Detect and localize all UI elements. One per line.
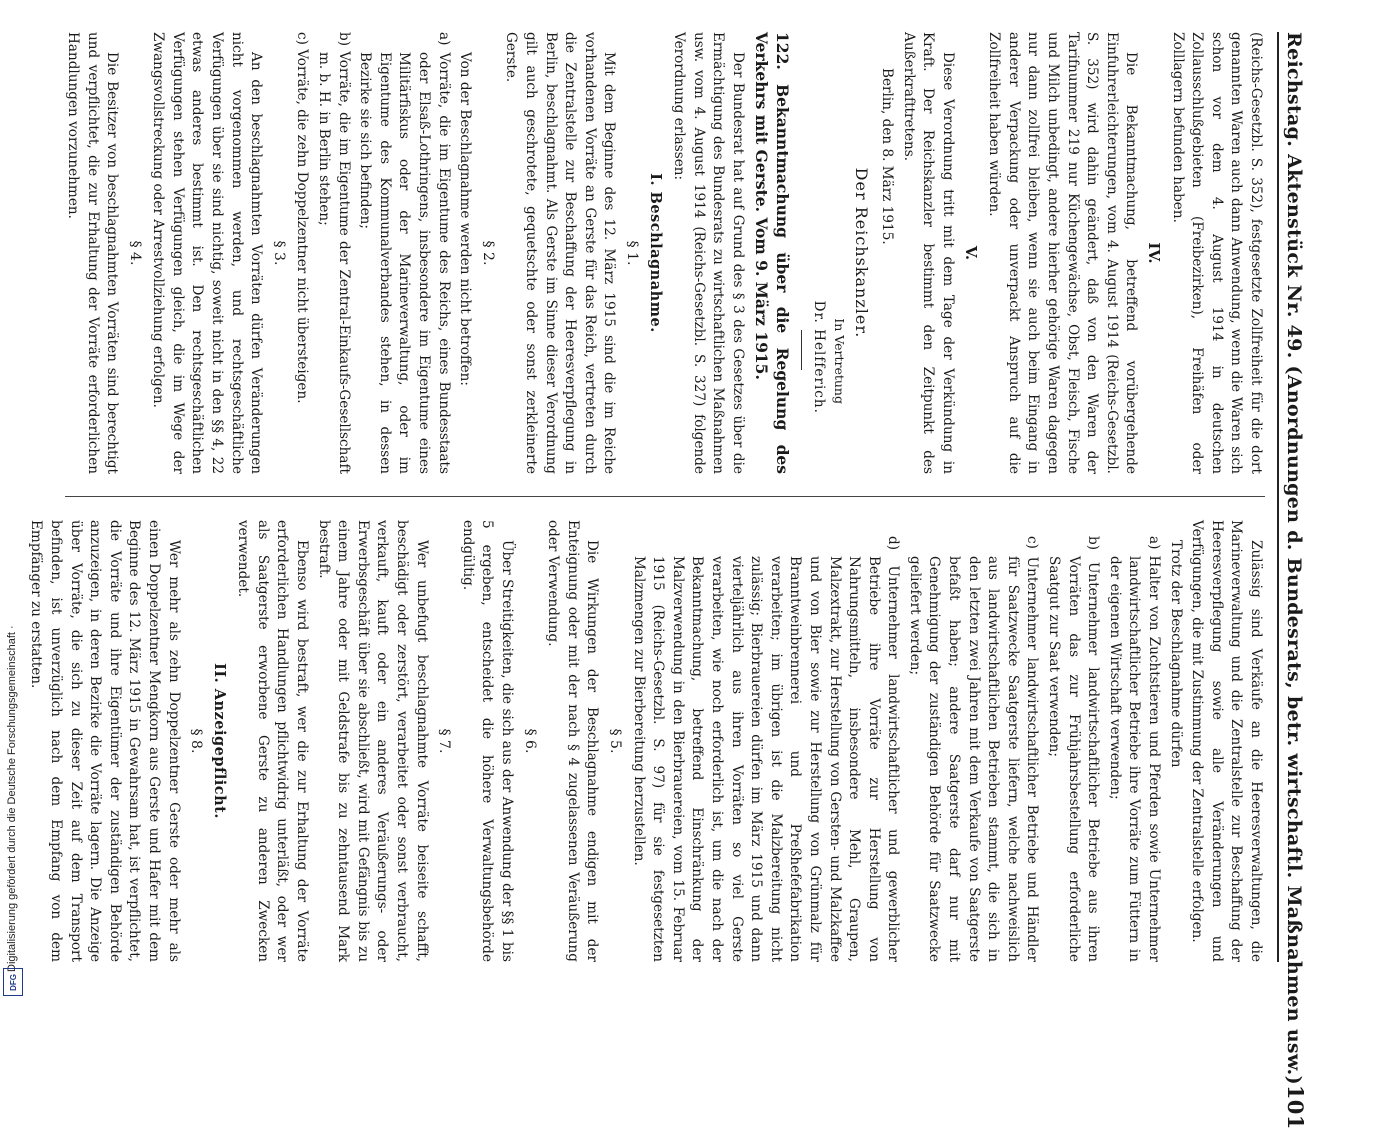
paragraph: Wer unbefugt beschlagnahmte Vorräte beiseite schafft, beschädigt oder zerstört, verarbeitet oder sonst verbraucht, verkauft, kauft oder ein anderes Veräußerungs- oder Erwerbsgeschäft über sie abschließt, wird mit Gefängnis bis zu einem Jahre oder mit Geldstrafe bis zu zehntausend Mark bestraft.	[315, 520, 430, 962]
announcement-title: 122. Bekanntmachung über die Regelung des Verkehrs mit Gerste. Vom 9. März 1915.	[751, 32, 792, 474]
running-title: Reichstag. Aktenstück Nr. 49. (Anordnungen d. Bundesrats, betr. wirtschaftl. Maßnahmen usw.)	[1283, 32, 1305, 1085]
section-heading: I. Beschlagnahme.	[646, 173, 664, 333]
paragraph-number: § 5.	[607, 728, 623, 754]
signature-representation: In Vertretung	[832, 318, 848, 404]
list-item: d) Unternehmer landwirtschaftlicher und gewerblicher Betriebe ihre Vorräte zur Herstellung von Nahrungsmitteln, insbesondere Mehl, Graupen, Malzextrakt, zur Herstellung von Gersten- und Malzkaffee und von Bier sowie zur Herstellung von Grünmalz für Branntweinbrennerei und Preßhefefabrikation verarbeiten; im übrigen ist die Malzbereitung nicht zulässig; Bierbrauereien dürfen im März 1915 und dann vierteljährlich aus ihren Vorräten so viel Gerste verarbeiten, wie noch erforderlich ist, um die nach der Bekanntmachung, betreffend Einschränkung der Malzverwendung in den Bierbrauereien, vom 15. Februar 1915 (Reichs-Gesetzbl. S. 97) für sie festgesetzten Malzmengen zur Bierbereitung herzustellen.	[630, 536, 902, 962]
section-number: IV.	[1145, 242, 1164, 264]
paragraph: Wer mehr als zehn Doppelzentner Gerste oder mehr als einen Doppelzentner Mengkorn aus Gerste und Hafer mit dem Beginne des 12. März 1915 in Gewahrsam hat, ist verpflichtet, die Vorräte und ihre Eigentümer der zuständigen Behörde anzuzeigen, in deren Bezirke die Vorräte lagern. Die Anzeige über Vorräte, die sich zu dieser Zeit auf dem Transport befinden, ist unverzüglich nach dem Empfang von dem Empfänger zu erstatten.	[28, 520, 182, 962]
paragraph: Von der Beschlagnahme werden nicht betroffen:	[457, 52, 474, 386]
list-item: c) Vorräte, die zehn Doppelzentner nicht übersteigen.	[294, 32, 311, 404]
paragraph-number: § 3.	[270, 240, 287, 266]
paragraph-number: § 6.	[521, 728, 538, 754]
paragraph: Zulässig sind Verkäufe an die Heeresverwaltungen, die Marineverwaltung und die Zentralstelle zur Beschaffung der Heeresverpflegung sowie alle Veränderungen und Verfügungen, die mit Zustimmung der Zentralstelle erfolgen.	[1189, 520, 1264, 962]
paragraph-number: § 1.	[623, 240, 640, 266]
dfg-logo-text: DFG	[8, 973, 18, 991]
left-column	[65, 32, 1265, 474]
paragraph: Mit dem Beginne des 12. März 1915 sind die im Reiche vorhandenen Vorräte an Gerste für das Reich, vertreten durch die Zentralstelle zur Beschaffung der Heeresverpflegung in Berlin, beschlagnahmt. Als Gerste im Sinne dieser Verordnung gilt auch geschrotete, gequetschte oder sonst zerkleinerte Gerste.	[503, 32, 618, 474]
page-header	[1277, 32, 1323, 1130]
paragraph-number: § 2.	[479, 240, 496, 266]
digitization-credit	[0, 0, 26, 1000]
paragraph: An den beschlagnahmten Vorräten dürfen Veränderungen nicht vorgenommen werden, und rechtsgeschäftliche Verfügungen über sie sind nichtig, soweit nicht in den §§ 4, 22 etwas anderes bestimmt ist. Den rechtsgeschäftlichen Verfügungen stehen Verfügungen gleich, die im Wege der Zwangsvollstreckung oder Arrestvollziehung erfolgen.	[150, 32, 265, 474]
paragraph: Über Streitigkeiten, die sich aus der Anwendung der §§ 1 bis 5 ergeben, entscheidet die höhere Verwaltungsbehörde endgültig.	[459, 520, 516, 962]
page-number: 101	[1283, 1084, 1308, 1130]
paragraph: Ebenso wird bestraft, wer die zur Erhaltung der Vorräte erforderlichen Handlungen pflichtwidrig unterläßt, oder wer als Saatgerste erworbene Gerste zu anderen Zwecken verwendet.	[235, 520, 311, 962]
signature-name: Dr. Helfferich.	[810, 300, 827, 414]
separator-rule	[801, 330, 802, 370]
paragraph-number: § 7.	[436, 728, 453, 754]
signature-block	[808, 32, 871, 474]
date-line: Berlin, den 8. März 1915.	[879, 68, 896, 245]
list-item: b) Unternehmer landwirtschaftlicher Betriebe aus ihren Vorräten das zur Frühjahrsbestellung erforderliche Saatgut zur Saat verwenden;	[1046, 536, 1102, 962]
paragraph: Die Besitzer von beschlagnahmten Vorräten sind berechtigt und verpflichtet, die zur Erhaltung der Vorräte erforderlichen Handlungen vorzunehmen.	[64, 32, 121, 474]
signature-title: Der Reichskanzler.	[851, 167, 871, 339]
paragraph: Trotz der Beschlagnahme dürfen	[1167, 540, 1184, 768]
page-content	[28, 32, 1323, 1130]
right-column	[28, 520, 1265, 962]
dfg-logo	[3, 968, 23, 996]
paragraph: Der Bundesrat hat auf Grund des § 3 des Gesetzes über die Ermächtigung des Bundesrats zu wirtschaftlichen Maßnahmen usw. vom 4. August 1914 (Reichs-Gesetzbl. S. 327) folgende Verordnung erlassen:	[671, 32, 746, 474]
paragraph-number: § 8.	[188, 728, 205, 754]
list-item: b) Vorräte, die im Eigentume der Zentral-Einkaufs-Gesellschaft m. b. H. in Berlin stehen;	[316, 32, 352, 474]
list-item: c) Unternehmer landwirtschaftlicher Betriebe und Händler für Saatzwecke Saatgerste liefern, welche nachweislich aus landwirtschaftlichen Betrieben stammt, die sich in den letzten zwei Jahren mit dem Verkaufe von Saatgerste befaßt haben; andere Saatgerste darf nur mit Genehmigung der zuständigen Behörde für Saatzwecke geliefert werden;	[906, 536, 1041, 962]
paragraph: Die Wirkungen der Beschlagnahme endigen mit der Enteignung oder mit der nach § 4 zugelassenen Veräußerung oder Verwendung.	[545, 520, 601, 962]
paragraph-number: § 4.	[126, 240, 143, 266]
credit-text: Digitalisierung gefördert durch die Deutsche Forschungsgemeinschaft ·	[6, 625, 18, 972]
list-item: a) Vorräte, die im Eigentume des Reichs, eines Bundesstaats oder Elsaß-Lothringens, insbesondere im Eigentume eines Militärfiskus oder der Marineverwaltung, oder im Eigentume des Kommunalverbandes stehen, in dessen Bezirke sie sich befinden;	[357, 32, 452, 474]
paragraph: (Reichs-Gesetzbl. S. 352), festgesetzte Zollfreiheit für die dort genannten Waren auch dann Anwendung, wenn die Waren sich schon vor dem 4. August 1914 in deutschen Zollausschlußgebieten (Freibezirken), Freihäfen oder Zolllagern befunden haben.	[1169, 32, 1264, 474]
paragraph: Die Bekanntmachung, betreffend vorübergehende Einfuhrerleichterungen, vom 4. August 1914 (Reichs-Gesetzbl. S. 352) wird dahin geändert, daß von den Waren der Tarifnummer 219 nur Küchengewächse, Obst, Fleisch, Fische und Milch unbedingt, andere hierher gehörige Waren dagegen nur dann zollfrei bleiben, wenn sie auch beim Eingang in anderer Verpackung oder unverpackt Anspruch auf die Zollfreiheit haben würden.	[986, 32, 1140, 474]
section-heading: II. Anzeigepflicht.	[210, 663, 228, 819]
column-divider	[65, 496, 1265, 497]
section-number: V.	[961, 245, 980, 261]
list-item: a) Halter von Zuchtstieren und Pferden sowie Unternehmer landwirtschaftlicher Betriebe ihre Vorräte zum Füttern in der eigenen Wirtschaft verwenden;	[1106, 536, 1163, 962]
paragraph: Diese Verordnung tritt mit dem Tage der Verkündung in Kraft. Der Reichskanzler bestimmt den Zeitpunkt des Außerkrafttretens.	[900, 32, 957, 474]
text-columns	[28, 32, 1265, 962]
